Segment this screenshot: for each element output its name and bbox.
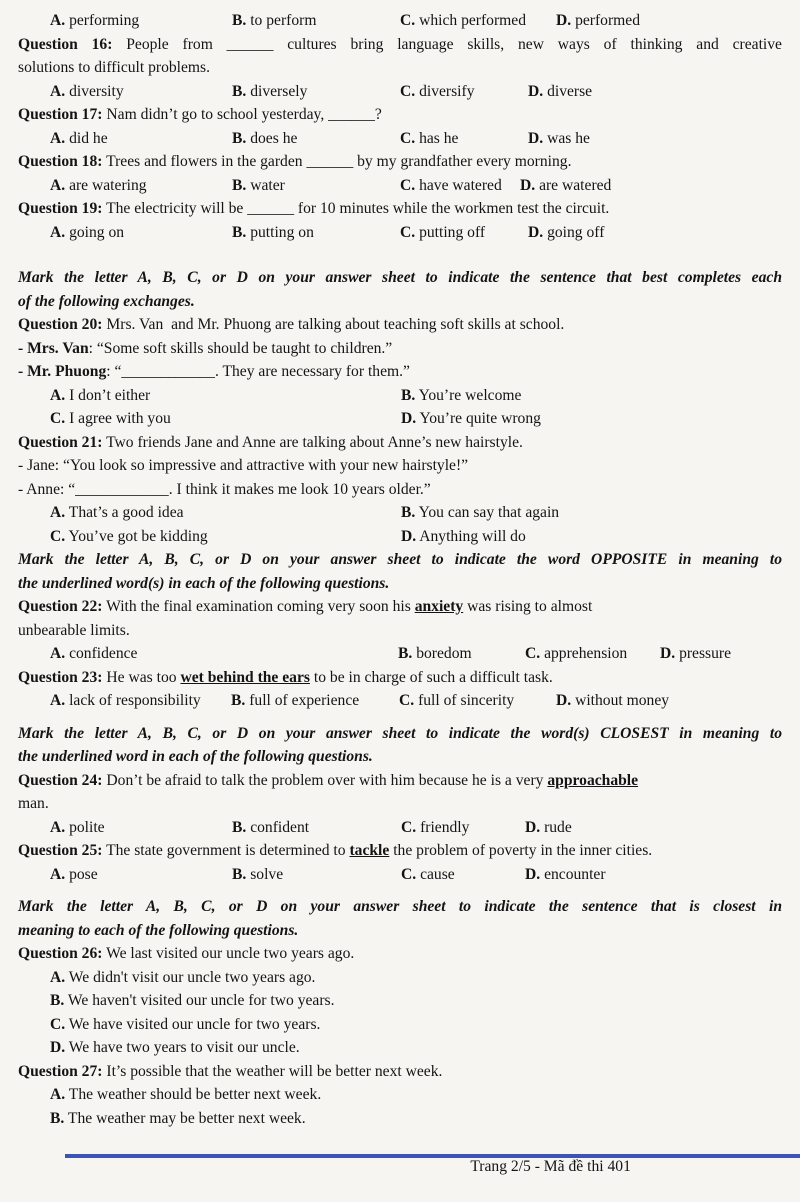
choice-c: C. full of sincerity [399, 692, 515, 709]
options-row [18, 816, 782, 840]
choice-letter: C. [50, 410, 66, 427]
choice-letter: A. [50, 223, 66, 241]
choice-letter: B. [50, 992, 65, 1009]
choice-c: C. friendly [401, 818, 470, 836]
text-segment: Question 25: [18, 842, 103, 859]
choice-letter: B. [232, 129, 247, 147]
dialog-line [18, 478, 782, 502]
choice-c: C. You’ve got be kidding [50, 527, 208, 545]
exam-body [18, 9, 782, 1130]
choice-d: D. going off [528, 223, 605, 241]
choice-a: A. lack of responsibility [50, 692, 201, 709]
choice-d: D. We have two years to visit our uncle. [50, 1039, 300, 1056]
choice-d: D. encounter [525, 865, 606, 883]
text-segment: the underlined word in each of the following questions. [18, 748, 373, 765]
question-line [18, 839, 782, 863]
choice-letter: D. [556, 692, 572, 709]
text-segment: to be in charge of such a difficult task. [309, 668, 553, 686]
text-segment: - [18, 339, 28, 357]
text-segment: Question 17: [18, 106, 103, 123]
choice-c: C. cause [401, 865, 455, 883]
text-segment: - Jane: “You look so impressive and attractive with your new hairstyle!” [18, 457, 469, 474]
choice-b: B. You can say that again [401, 504, 560, 521]
options-row [18, 642, 782, 666]
text-segment: Question 21: [18, 433, 103, 451]
page-footer [18, 1131, 782, 1202]
question-line [18, 431, 782, 455]
question-line [18, 197, 782, 221]
choice-letter: C. [525, 645, 541, 662]
instruction-line [18, 290, 782, 314]
text-segment: - Anne: “____________. I think it makes me look 10 years older.” [18, 480, 431, 498]
instruction-line [18, 919, 782, 943]
choice-b: B. solve [232, 865, 284, 883]
answer-line [18, 1083, 782, 1107]
text-segment: : “Some soft skills should be taught to children.” [88, 339, 393, 357]
text-segment: the underlined word(s) in each of the following questions. [18, 574, 390, 592]
answer-line [18, 1036, 782, 1060]
text-segment: Question 20: [18, 316, 103, 333]
choice-letter: D. [50, 1039, 66, 1056]
options-row [18, 221, 782, 245]
choice-letter: C. [400, 82, 416, 100]
choice-letter: A. [50, 386, 66, 404]
choice-a: A. The weather should be better next week. [50, 1086, 322, 1103]
options-row [18, 80, 782, 104]
choice-letter: C. [400, 223, 416, 241]
choice-a: A. performing [50, 12, 140, 29]
choice-letter: C. [400, 176, 416, 194]
choice-letter: A. [50, 129, 66, 147]
choice-c: C. has he [400, 129, 459, 147]
text-segment: Two friends Jane and Anne are talking about Anne’s new hairstyle. [102, 433, 523, 451]
text-segment: He was too [102, 668, 181, 686]
instruction-line [18, 895, 782, 919]
question-line [18, 666, 782, 690]
choice-letter: B. [232, 223, 247, 241]
choice-c: C. apprehension [525, 645, 628, 662]
text-segment: People from ______ cultures bring language skills, new ways of thinking and creative [112, 35, 782, 53]
text-segment: wet behind the ears [180, 668, 310, 686]
dialog-line [18, 454, 782, 478]
text-segment: tackle [349, 842, 390, 859]
choice-letter: D. [401, 527, 417, 545]
instruction-line [18, 572, 782, 596]
question-line [18, 792, 782, 816]
choice-b: B. to perform [232, 12, 317, 29]
choice-a: A. going on [50, 223, 125, 241]
options-row [18, 525, 782, 549]
choice-b: B. You’re welcome [401, 386, 522, 404]
choice-letter: B. [232, 82, 247, 100]
choice-c: C. diversify [400, 82, 475, 100]
choice-letter: A. [50, 12, 66, 29]
choice-b: B. confident [232, 818, 310, 836]
choice-a: A. diversity [50, 82, 124, 100]
text-segment: Question 18: [18, 153, 103, 170]
choice-d: D. pressure [660, 645, 732, 662]
text-segment: Question 16: [18, 35, 113, 53]
text-segment: man. [18, 795, 49, 812]
options-row [18, 501, 782, 525]
choice-d: D. are watered [520, 176, 612, 194]
choice-letter: C. [401, 865, 417, 883]
choice-letter: D. [556, 12, 572, 29]
choice-letter: D. [525, 865, 541, 883]
text-segment: approachable [547, 771, 639, 789]
choice-d: D. rude [525, 818, 572, 836]
text-segment: The electricity will be ______ for 10 minutes while the workmen test the circuit. [102, 200, 610, 217]
question-line [18, 313, 782, 337]
question-line [18, 150, 782, 174]
choice-letter: B. [231, 692, 246, 709]
choice-letter: B. [232, 12, 247, 29]
text-segment: Question 24: [18, 771, 103, 789]
choice-b: B. water [232, 176, 285, 194]
choice-b: B. does he [232, 129, 298, 147]
text-segment: Mark the letter A, B, C, or D on your answer sheet to indicate the sentence that best completes each [18, 269, 782, 286]
choice-letter: A. [50, 176, 66, 194]
text-segment: the problem of poverty in the inner cities. [389, 842, 653, 859]
choice-letter: B. [398, 645, 413, 662]
choice-a: A. did he [50, 129, 108, 147]
choice-a: A. pose [50, 865, 98, 883]
text-segment: Mark the letter A, B, C, or D on your answer sheet to indicate the word(s) CLOSEST in meaning to [18, 724, 782, 742]
instruction-line [18, 266, 782, 290]
options-row [18, 9, 782, 33]
choice-b: B. putting on [232, 223, 314, 241]
choice-c: C. I agree with you [50, 410, 171, 427]
choice-letter: D. [528, 129, 544, 147]
text-segment: Mark the letter A, B, C, or D on your answer sheet to indicate the sentence that is closest in [18, 898, 782, 915]
text-segment: With the final examination coming very soon his [102, 598, 415, 615]
choice-a: A. That’s a good idea [50, 504, 184, 521]
page-footer-text: Trang 2/5 - Mã đề thi 401 [470, 1157, 631, 1175]
options-row [18, 863, 782, 887]
text-segment: Mr. Phuong [27, 363, 107, 380]
answer-line [18, 1107, 782, 1131]
choice-letter: B. [50, 1109, 65, 1127]
choice-letter: C. [399, 692, 415, 709]
choice-a: A. are watering [50, 176, 147, 194]
choice-letter: D. [520, 176, 536, 194]
choice-b: B. diversely [232, 82, 308, 100]
text-segment: Question 26: [18, 945, 103, 962]
instruction-line [18, 745, 782, 769]
question-line [18, 942, 782, 966]
choice-letter: B. [401, 504, 416, 521]
dialog-line [18, 337, 782, 361]
text-segment: The state government is determined to [102, 842, 350, 859]
text-segment: of the following exchanges. [18, 292, 195, 310]
choice-letter: C. [50, 1015, 66, 1033]
choice-c: C. which performed [400, 12, 527, 29]
question-line [18, 619, 782, 643]
choice-c: C. putting off [400, 223, 486, 241]
question-line [18, 56, 782, 80]
answer-line [18, 1013, 782, 1037]
choice-b: B. We haven't visited our uncle for two years. [50, 992, 335, 1009]
answer-line [18, 989, 782, 1013]
instruction-line [18, 722, 782, 746]
choice-a: A. We didn't visit our uncle two years ago. [50, 968, 316, 986]
choice-a: A. polite [50, 818, 105, 836]
question-line [18, 103, 782, 127]
choice-letter: A. [50, 1086, 66, 1103]
choice-letter: A. [50, 818, 66, 836]
question-line [18, 595, 782, 619]
instruction-line [18, 548, 782, 572]
text-segment: was rising to almost [463, 598, 593, 615]
text-segment: Question 19: [18, 200, 103, 217]
text-segment: Question 23: [18, 668, 103, 686]
text-segment: Mrs. Van [27, 339, 89, 357]
choice-letter: D. [525, 818, 541, 836]
text-segment: solutions to difficult problems. [18, 59, 211, 76]
text-segment: Nam didn’t go to school yesterday, ______? [102, 106, 382, 123]
choice-d: D. diverse [528, 82, 593, 100]
options-row [18, 174, 782, 198]
bottom-blue-rule [65, 1154, 800, 1158]
choice-c: C. have watered [400, 176, 502, 194]
choice-d: D. Anything will do [401, 527, 526, 545]
choice-d: D. without money [556, 692, 670, 709]
text-segment: unbearable limits. [18, 621, 130, 639]
text-segment: Mrs. Van and Mr. Phuong are talking about teaching soft skills at school. [102, 316, 565, 333]
text-segment: Question 27: [18, 1062, 103, 1080]
text-segment: It’s possible that the weather will be better next week. [102, 1062, 443, 1080]
choice-a: A. I don’t either [50, 386, 151, 404]
text-segment: Mark the letter A, B, C, or D on your answer sheet to indicate the word OPPOSITE in meaning to [18, 551, 782, 568]
choice-c: C. We have visited our uncle for two years. [50, 1015, 321, 1033]
choice-letter: B. [401, 386, 416, 404]
choice-letter: B. [232, 176, 247, 194]
text-segment: - [18, 363, 28, 380]
choice-a: A. confidence [50, 645, 138, 662]
choice-letter: A. [50, 865, 66, 883]
choice-letter: C. [400, 129, 416, 147]
choice-letter: D. [528, 82, 544, 100]
choice-b: B. The weather may be better next week. [50, 1109, 306, 1127]
choice-letter: B. [232, 818, 247, 836]
choice-letter: D. [401, 410, 417, 427]
choice-d: D. performed [556, 12, 641, 29]
text-segment: Don’t be afraid to talk the problem over with him because he is a very [102, 771, 548, 789]
choice-letter: C. [401, 818, 417, 836]
dialog-line [18, 360, 782, 384]
choice-letter: B. [232, 865, 247, 883]
choice-letter: D. [660, 645, 676, 662]
text-segment: meaning to each of the following questions. [18, 921, 299, 939]
choice-b: B. boredom [398, 645, 472, 662]
options-row [18, 127, 782, 151]
choice-letter: A. [50, 645, 66, 662]
choice-letter: A. [50, 692, 66, 709]
choice-d: D. You’re quite wrong [401, 410, 541, 427]
options-row [18, 689, 782, 713]
choice-d: D. was he [528, 129, 590, 147]
text-segment: Trees and flowers in the garden ______ by my grandfather every morning. [102, 153, 572, 170]
text-segment: Question 22: [18, 598, 103, 615]
text-segment: : “____________. They are necessary for them.” [106, 363, 410, 380]
choice-letter: A. [50, 82, 66, 100]
choice-letter: D. [528, 223, 544, 241]
answer-line [18, 966, 782, 990]
question-line [18, 1060, 782, 1084]
question-line [18, 769, 782, 793]
options-row [18, 407, 782, 431]
choice-letter: A. [50, 968, 66, 986]
choice-letter: C. [400, 12, 416, 29]
choice-b: B. full of experience [231, 692, 360, 709]
options-row [18, 384, 782, 408]
choice-letter: C. [50, 527, 66, 545]
text-segment: We last visited our uncle two years ago. [102, 945, 355, 962]
text-segment: anxiety [414, 598, 464, 615]
choice-letter: A. [50, 504, 66, 521]
question-line [18, 33, 782, 57]
